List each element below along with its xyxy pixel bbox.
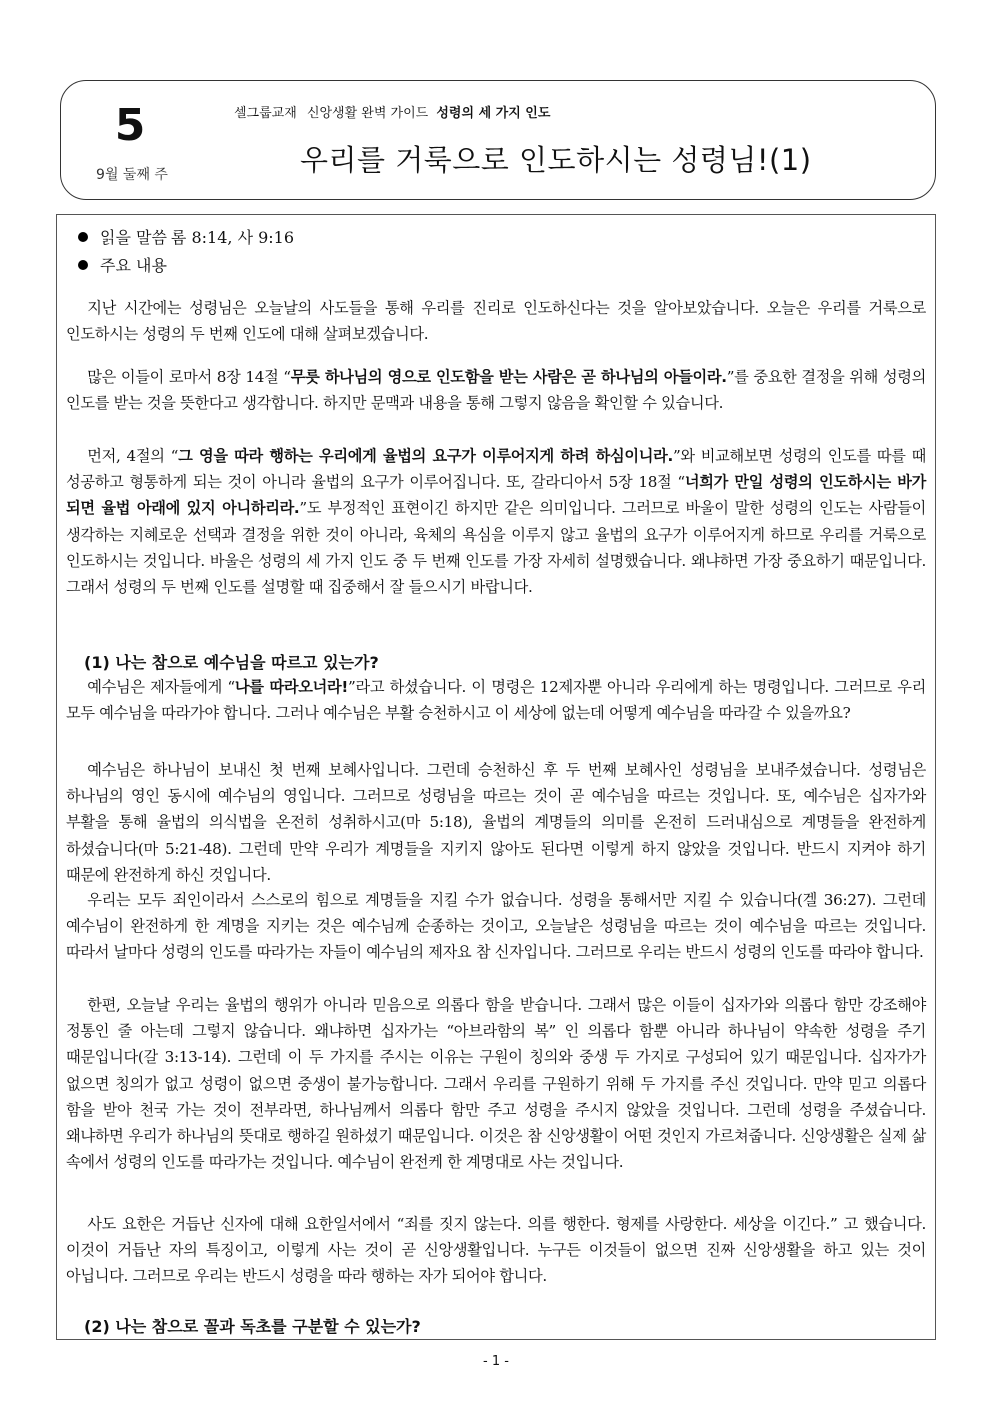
page-title: 우리를 거룩으로 인도하시는 성령님!(1) — [300, 143, 812, 177]
section-heading-2: (2) 나는 참으로 꼴과 독초를 구분할 수 있는가? — [84, 1317, 421, 1336]
series-subtitle: 성령의 세 가지 인도 — [436, 106, 551, 121]
section-heading-1: (1) 나는 참으로 예수님을 따르고 있는가? — [84, 653, 379, 672]
week-label: 9월 둘째 주 — [96, 167, 168, 183]
scripture-quote: 너희가 만일 성령의 인도하시는 바가 되면 율법 아래에 있지 아니하리라. — [66, 473, 926, 518]
reading-bullet — [78, 225, 294, 248]
text-run: ”와 비교해보면 성령의 인도를 따를 때 성공하고 형통하게 되는 것이 아니라 율법의 요구가 이루어집니다. 또, 갈라디아서 5장 18절 “ — [66, 447, 926, 492]
paragraph-intro: 지난 시간에는 성령님은 오늘날의 사도들을 통해 우리를 진리로 인도하신다는 것을 알아보았습니다. 오늘은 우리를 거룩으로 인도하시는 성령의 두 번째 인도에 대해 살펴보겠습니다. — [66, 299, 926, 344]
bullet-dot — [78, 232, 88, 242]
reading-reference: 롬 8:14, 사 9:16 — [170, 228, 295, 247]
text-run: 예수님은 제자들에게 “ — [87, 678, 235, 696]
paragraph-follow-me — [66, 674, 926, 726]
text-run: 많은 이들이 로마서 8장 14절 “ — [87, 368, 291, 386]
page-number: - 1 - — [483, 1354, 509, 1369]
series-cell-group: 셀그룹교재 — [234, 106, 297, 121]
lesson-number: 5 — [114, 100, 146, 151]
text-run: ”도 부정적인 표현이긴 하지만 같은 의미입니다. 그러므로 바울이 말한 성령의 인도는 사람들이 생각하는 지혜로운 선택과 결정을 위한 것이 아니라, 육체의 욕심을 이루지 않고 율법의 요구가 이루어지게 하므로 우리를 거룩으로 인도하시는 것입니다. 바울은 성령의 세 가지 인도 중 두 번째 인도를 가장 자세히 설명했습니다. 왜냐하면 가장 중요하기 때문입니다. 그래서 성령의 두 번째 인도를 설명할 때 집중해서 잘 들으시기 바랍니다. — [66, 499, 926, 597]
paragraph-verse-four — [66, 443, 926, 600]
paragraph-romans — [66, 364, 926, 416]
scripture-quote: 그 영을 따라 행하는 우리에게 율법의 요구가 이루어지게 하려 하심이니라. — [178, 447, 673, 465]
paragraph-counselor: 예수님은 하나님이 보내신 첫 번째 보혜사입니다. 그런데 승천하신 후 두 번째 보혜사인 성령님을 보내주셨습니다. 성령님은 하나님의 영인 동시에 예수님의 영입니다. 그러므로 성령님을 따르는 것이 곧 예수님을 따르는 것입니다. 또, 예수님은 십자가와 부활을 통해 율법의 의식법을 온전히 성취하시고(마 5:18), 율법의 계명들의 의미를 온전히 드러내심으로 계명들을 완전하게 하셨습니다(마 5:21-48). 그런데 만약 우리가 계명들을 지키지 않아도 된다면 이렇게 하지 않았을 것입니다. 반드시 지켜야 하기 때문에 완전하게 하신 것입니다. — [66, 761, 926, 884]
bullet-dot — [78, 260, 88, 270]
scripture-quote: 무릇 하나님의 영으로 인도함을 받는 사람은 곧 하나님의 아들이라. — [290, 368, 727, 386]
series-line — [234, 102, 550, 121]
text-run: 먼저, 4절의 “ — [87, 447, 179, 465]
text-run: ”라고 하셨습니다. 이 명령은 12제자뿐 아니라 우리에게 하는 명령입니다. 그러므로 우리 모두 예수님을 따라가야 합니다. 그러나 예수님은 부활 승천하시고 이 세상에 없는데 어떻게 예수님을 따라갈 수 있을까요? — [66, 678, 926, 723]
main-content-bullet — [78, 253, 167, 276]
paragraph-faith: 한편, 오늘날 우리는 율법의 행위가 아니라 믿음으로 의롭다 함을 받습니다. 그래서 많은 이들이 십자가와 의롭다 함만 강조해야 정통인 줄 아는데 그렇지 않습니다. 왜냐하면 십자가는 “아브라함의 복” 인 의롭다 함뿐 아니라 하나님이 약속한 성령을 주기 때문입니다(갈 3:13-14). 그런데 이 두 가지를 주시는 이유는 구원이 칭의와 중생 두 가지로 구성되어 있기 때문입니다. 십자가가 없으면 칭의가 없고 성령이 없으면 중생이 불가능합니다. 그래서 우리를 구원하기 위해 두 가지를 주신 것입니다. 만약 믿고 의롭다 함을 받아 천국 가는 것이 전부라면, 하나님께서 의롭다 함만 주고 성령을 주시지 않았을 것입니다. 그런데 성령을 주셨습니다. 왜냐하면 우리가 하나님의 뜻대로 행하길 원하셨기 때문입니다. 이것은 참 신앙생활이 어떤 것인지 가르쳐줍니다. 신앙생활은 실제 삶 속에서 성령의 인도를 따라가는 것입니다. 예수님이 완전케 한 계명대로 사는 것입니다. — [66, 996, 926, 1172]
main-content-label: 주요 내용 — [100, 256, 167, 275]
paragraph-john: 사도 요한은 거듭난 신자에 대해 요한일서에서 “죄를 짓지 않는다. 의를 행한다. 형제를 사랑한다. 세상을 이긴다.” 고 했습니다. 이것이 거듭난 자의 특징이고, 이렇게 사는 것이 곧 신앙생활입니다. 누구든 이것들이 없으면 진짜 신앙생활을 하고 있는 것이 아닙니다. 그러므로 우리는 반드시 성령을 따라 행하는 자가 되어야 합니다. — [66, 1215, 926, 1286]
reading-label: 읽을 말씀 — [100, 228, 167, 247]
paragraph-sinners: 우리는 모두 죄인이라서 스스로의 힘으로 계명들을 지킬 수가 없습니다. 성령을 통해서만 지킬 수 있습니다(겔 36:27). 그런데 예수님이 완전하게 한 계명을 지키는 것은 예수님께 순종하는 것이고, 오늘날은 성령님을 따르는 것이 예수님을 따르는 것입니다. 따라서 날마다 성령의 인도를 따라가는 자들이 예수님의 제자요 참 신자입니다. 그러므로 우리는 반드시 성령의 인도를 따라야 합니다. — [66, 891, 926, 962]
series-guide: 신앙생활 완벽 가이드 — [306, 106, 429, 121]
scripture-quote: 나를 따라오너라! — [234, 678, 349, 696]
text-run: ”를 중요한 결정을 위해 성령의 인도를 받는 것을 뜻한다고 생각합니다. 하지만 문맥과 내용을 통해 그렇지 않음을 확인할 수 있습니다. — [66, 368, 927, 413]
